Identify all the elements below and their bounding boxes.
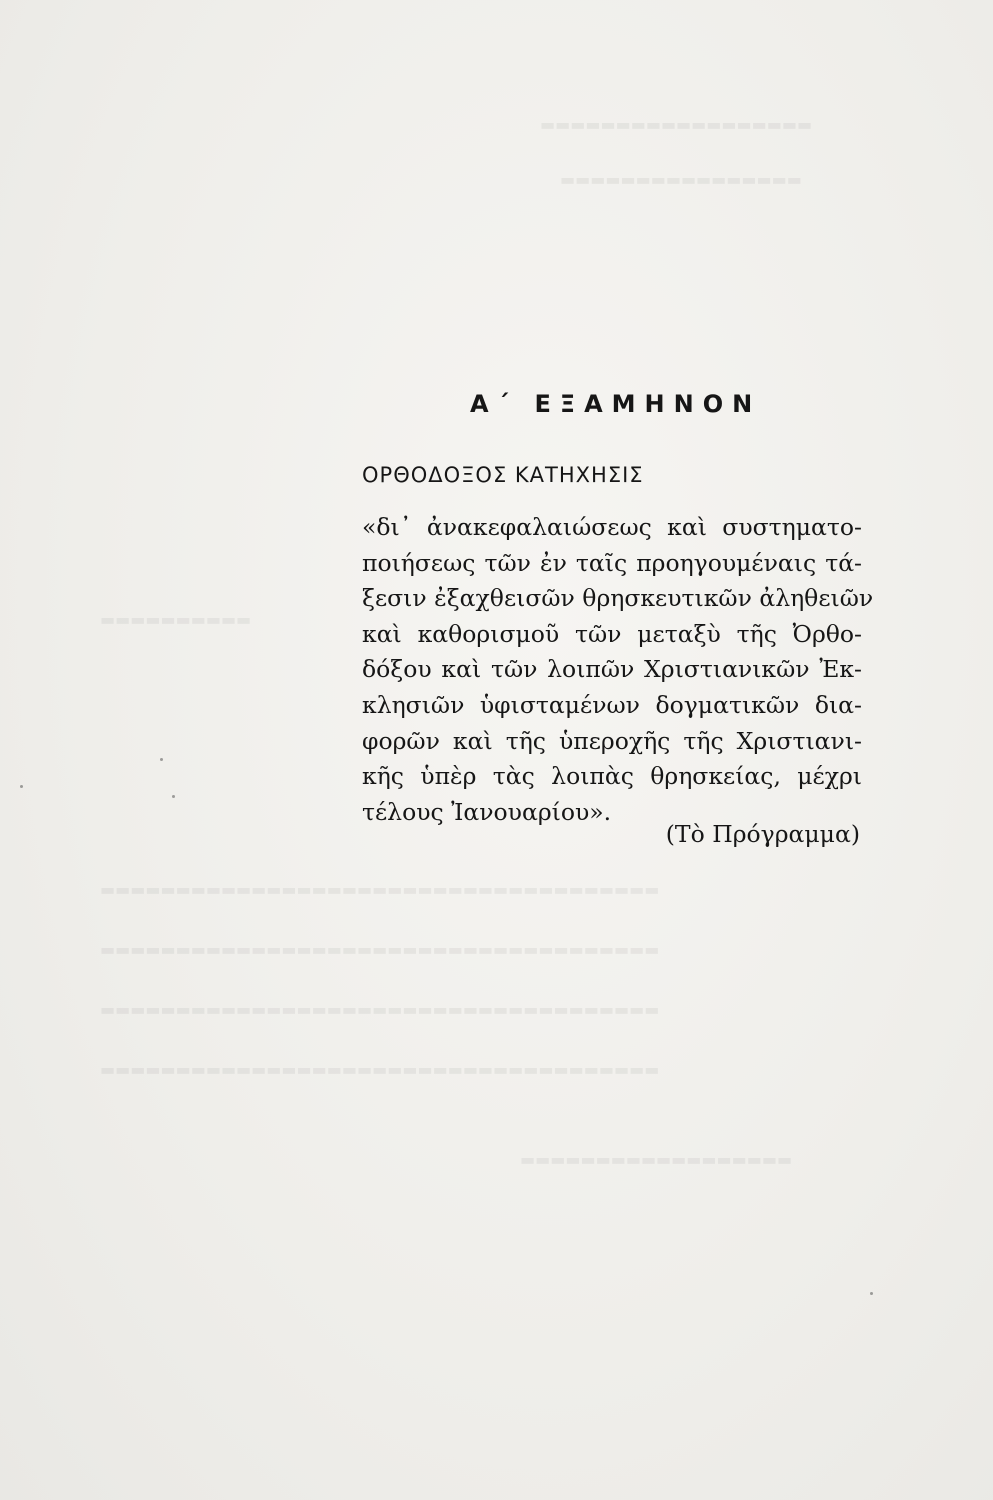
show-through-texture: ▬▬▬▬▬▬▬▬▬▬ <box>100 610 252 629</box>
paragraph-line: κῆς ὑπὲρ τὰς λοιπὰς θρησκείας, μέχρι <box>362 762 862 791</box>
show-through-texture: ▬▬▬▬▬▬▬▬▬▬▬▬▬▬▬▬▬▬▬▬▬▬▬▬▬▬▬▬▬▬▬▬▬▬▬▬▬ <box>100 1000 660 1019</box>
paragraph-line: κλησιῶν ὑφισταμένων δογματικῶν δια- <box>362 690 862 719</box>
section-subheading: ΟΡΘΟΔΟΞΟΣ ΚΑΤΗΧΗΣΙΣ <box>362 463 644 487</box>
paragraph-line: ξεσιν ἐξαχθεισῶν θρησκευτικῶν ἀληθειῶν <box>362 584 874 613</box>
paper-speck <box>172 795 175 798</box>
show-through-texture: ▬▬▬▬▬▬▬▬▬▬▬▬▬▬▬▬▬▬ <box>540 115 813 134</box>
paper-speck <box>870 1292 873 1295</box>
show-through-texture: ▬▬▬▬▬▬▬▬▬▬▬▬▬▬▬▬▬▬▬▬▬▬▬▬▬▬▬▬▬▬▬▬▬▬▬▬▬ <box>100 940 660 959</box>
quoted-paragraph <box>362 510 874 830</box>
show-through-texture: ▬▬▬▬▬▬▬▬▬▬▬▬▬▬▬▬▬▬ <box>520 1150 793 1169</box>
paragraph-line: «δι᾽ ἀνακεφαλαιώσεως καὶ συστηματο- <box>362 513 862 541</box>
show-through-texture: ▬▬▬▬▬▬▬▬▬▬▬▬▬▬▬▬▬▬▬▬▬▬▬▬▬▬▬▬▬▬▬▬▬▬▬▬▬ <box>100 880 660 899</box>
paragraph-line: φορῶν καὶ τῆς ὑπεροχῆς τῆς Χριστιανι- <box>362 726 862 755</box>
paragraph-line: καὶ καθορισμοῦ τῶν μεταξὺ τῆς Ὀρθο- <box>362 619 862 648</box>
source-citation: (Τὸ Πρόγραμμα) <box>665 820 860 848</box>
paper-speck <box>160 758 163 761</box>
paragraph-line: ποιήσεως τῶν ἐν ταῖς προηγουμέναις τά- <box>362 548 862 577</box>
show-through-texture: ▬▬▬▬▬▬▬▬▬▬▬▬▬▬▬▬ <box>560 170 802 189</box>
section-heading: Α΄ ΕΞΑΜΗΝΟΝ <box>470 390 762 418</box>
paragraph-line: τέλους Ἰανουαρίου». <box>362 797 612 826</box>
show-through-texture: ▬▬▬▬▬▬▬▬▬▬▬▬▬▬▬▬▬▬▬▬▬▬▬▬▬▬▬▬▬▬▬▬▬▬▬▬▬ <box>100 1060 660 1079</box>
paper-speck <box>20 785 23 788</box>
paragraph-line: δόξου καὶ τῶν λοιπῶν Χριστιανικῶν Ἐκ- <box>362 655 862 684</box>
